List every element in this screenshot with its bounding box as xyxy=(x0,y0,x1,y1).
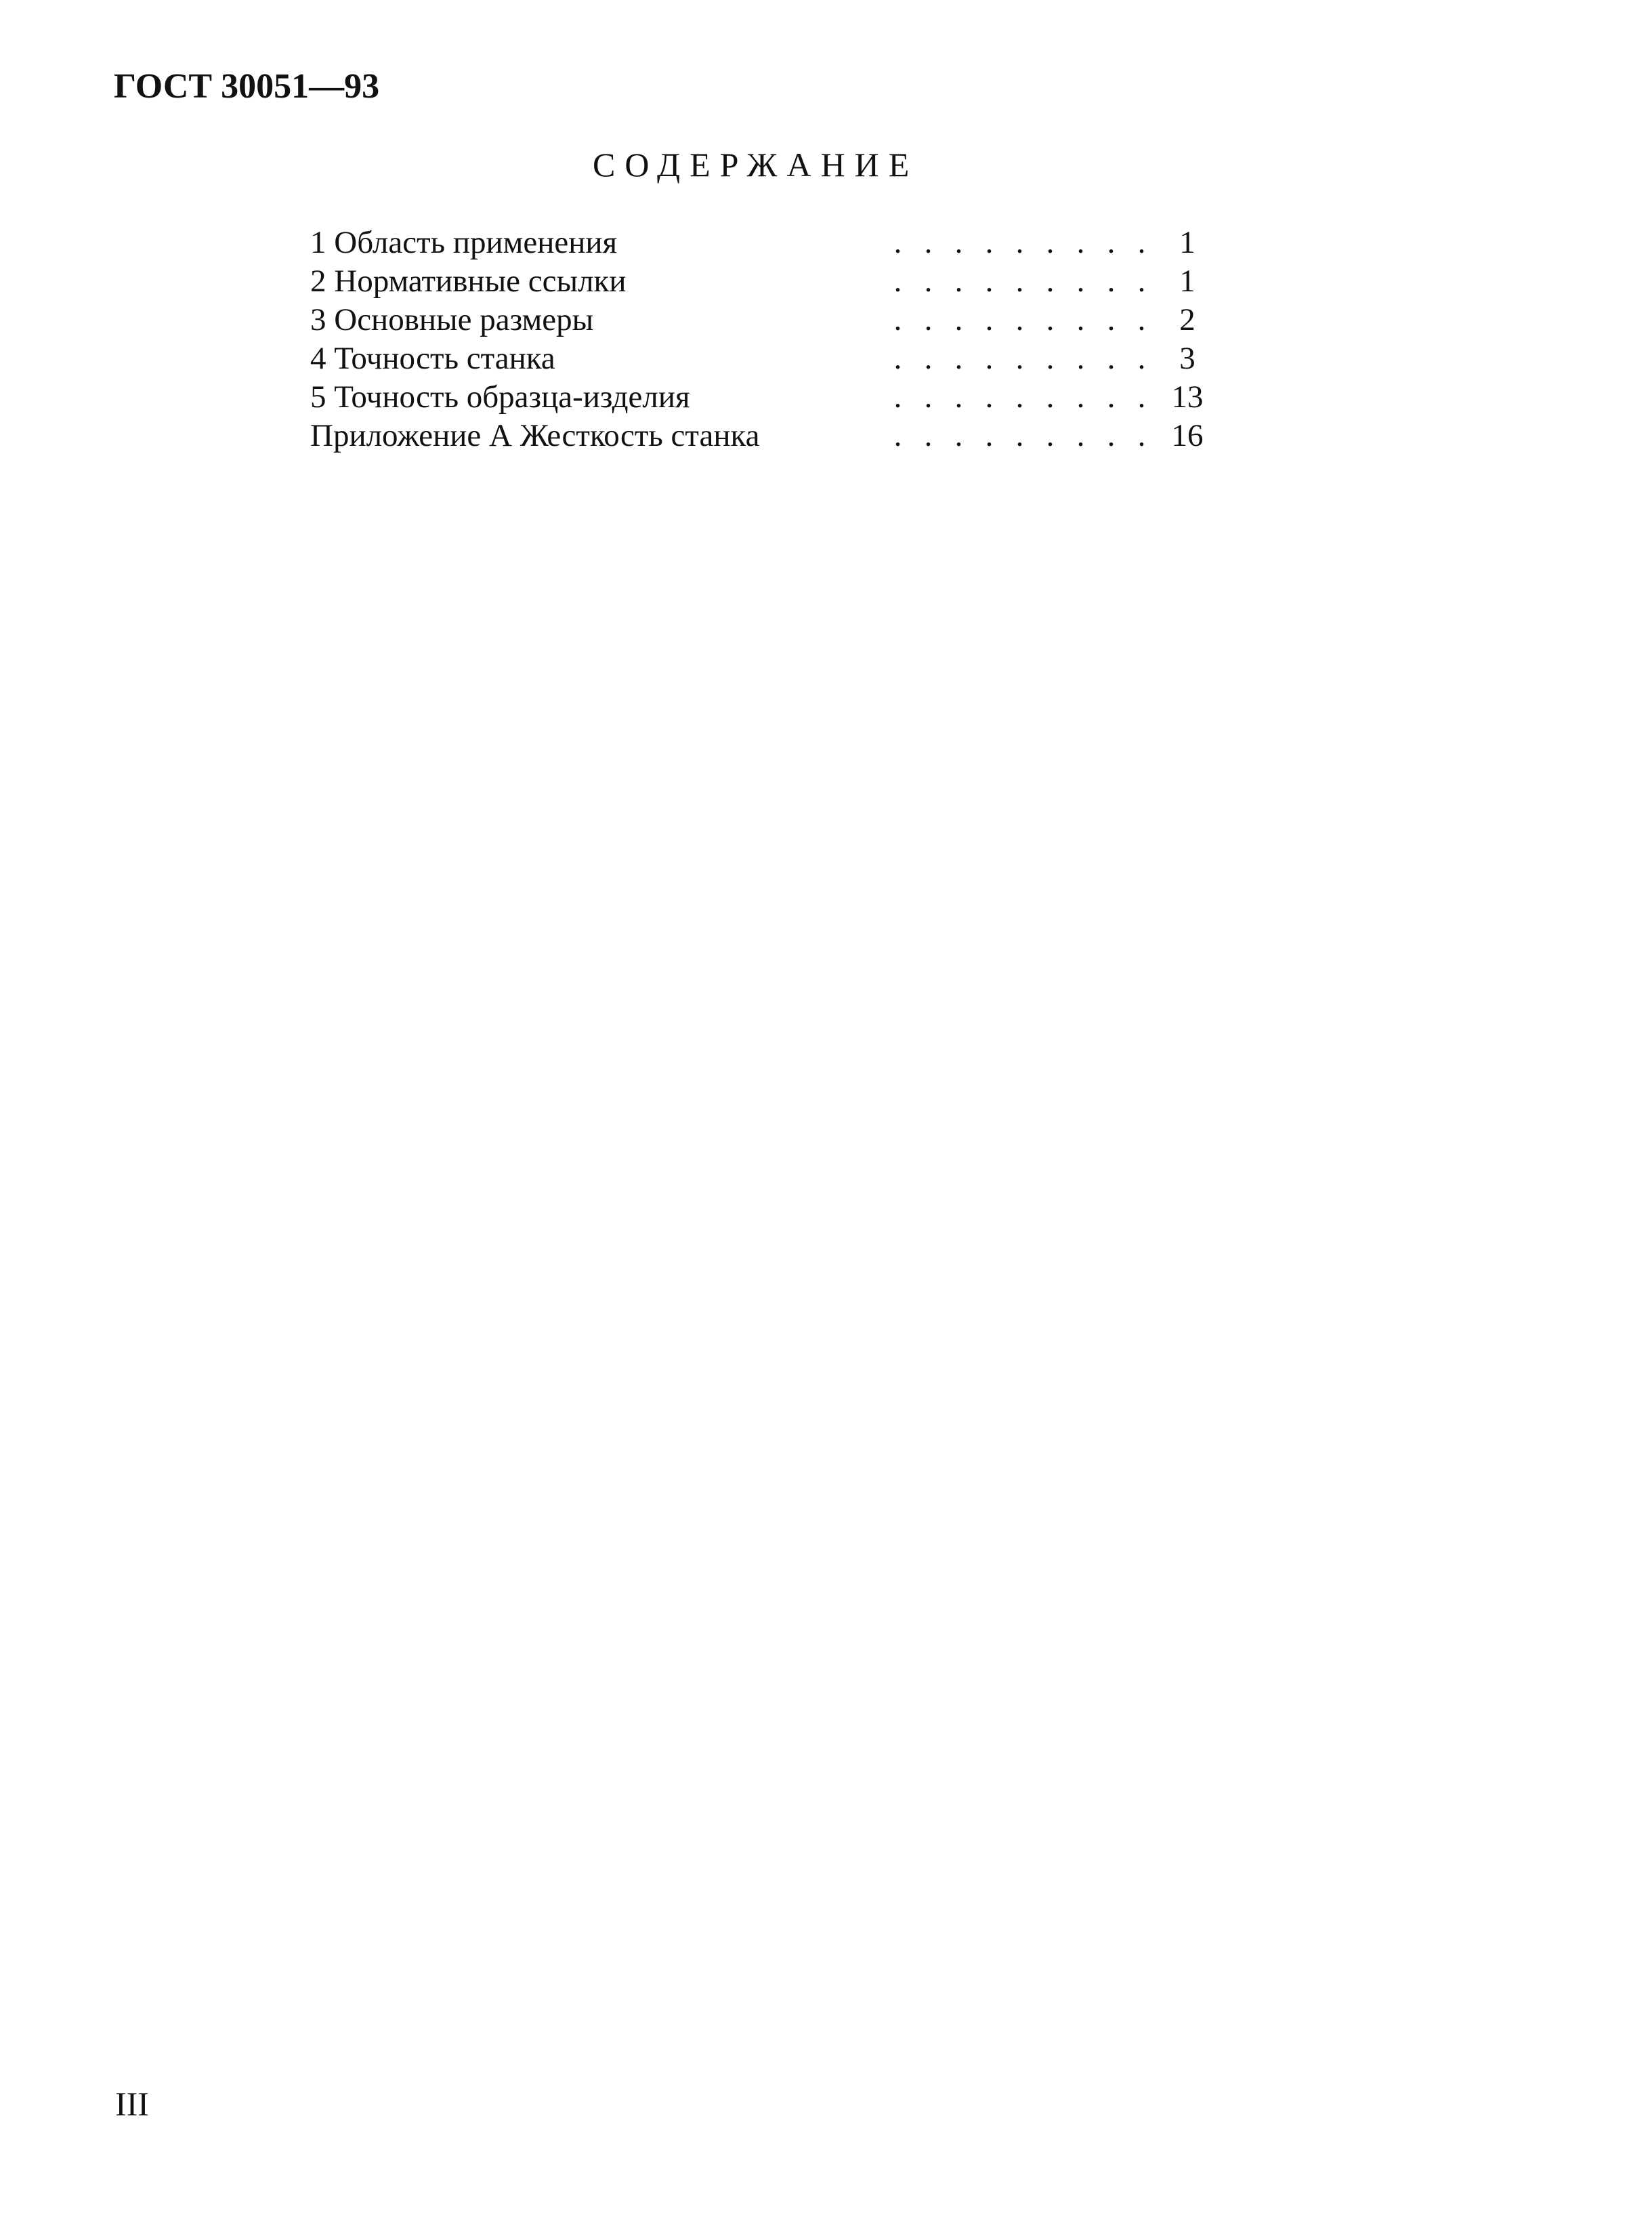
toc-entry-title: 5 Точность образца-изделия xyxy=(310,378,697,417)
toc-entry[interactable] xyxy=(310,378,1218,417)
toc-entry[interactable] xyxy=(310,417,1218,455)
toc-entry-title: Приложение А Жесткость станка xyxy=(310,417,767,455)
toc-entry-title: 2 Нормативные ссылки xyxy=(310,262,633,301)
toc-entry-page: 1 xyxy=(1179,225,1195,260)
toc-leader: . . . . . . . . . 2 xyxy=(883,301,1218,339)
toc-heading: СОДЕРЖАНИЕ xyxy=(593,146,919,184)
toc-entry[interactable] xyxy=(310,262,1218,301)
toc-entry-page: 1 xyxy=(1179,264,1195,299)
toc-entry[interactable] xyxy=(310,301,1218,339)
toc-entry-page: 2 xyxy=(1179,302,1195,337)
toc-entry-title: 3 Основные размеры xyxy=(310,301,600,339)
toc-entry[interactable] xyxy=(310,224,1218,262)
toc-entry-title: 4 Точность станка xyxy=(310,339,562,378)
toc-entry-page: 16 xyxy=(1171,418,1204,453)
toc-entry-title: 1 Область применения xyxy=(310,224,624,262)
toc-leader: . . . . . . . . . 16 xyxy=(883,417,1218,455)
toc-leader: . . . . . . . . . 3 xyxy=(883,339,1218,378)
toc-leader: . . . . . . . . . 1 xyxy=(883,224,1218,262)
toc-entry-page: 13 xyxy=(1171,379,1204,415)
page-number: III xyxy=(115,2085,149,2123)
table-of-contents xyxy=(310,224,1218,455)
toc-entry-page: 3 xyxy=(1179,341,1195,376)
toc-entry[interactable] xyxy=(310,339,1218,378)
document-code: ГОСТ 30051—93 xyxy=(114,67,380,106)
toc-leader: . . . . . . . . . 13 xyxy=(883,378,1218,417)
toc-leader: . . . . . . . . . 1 xyxy=(883,262,1218,301)
